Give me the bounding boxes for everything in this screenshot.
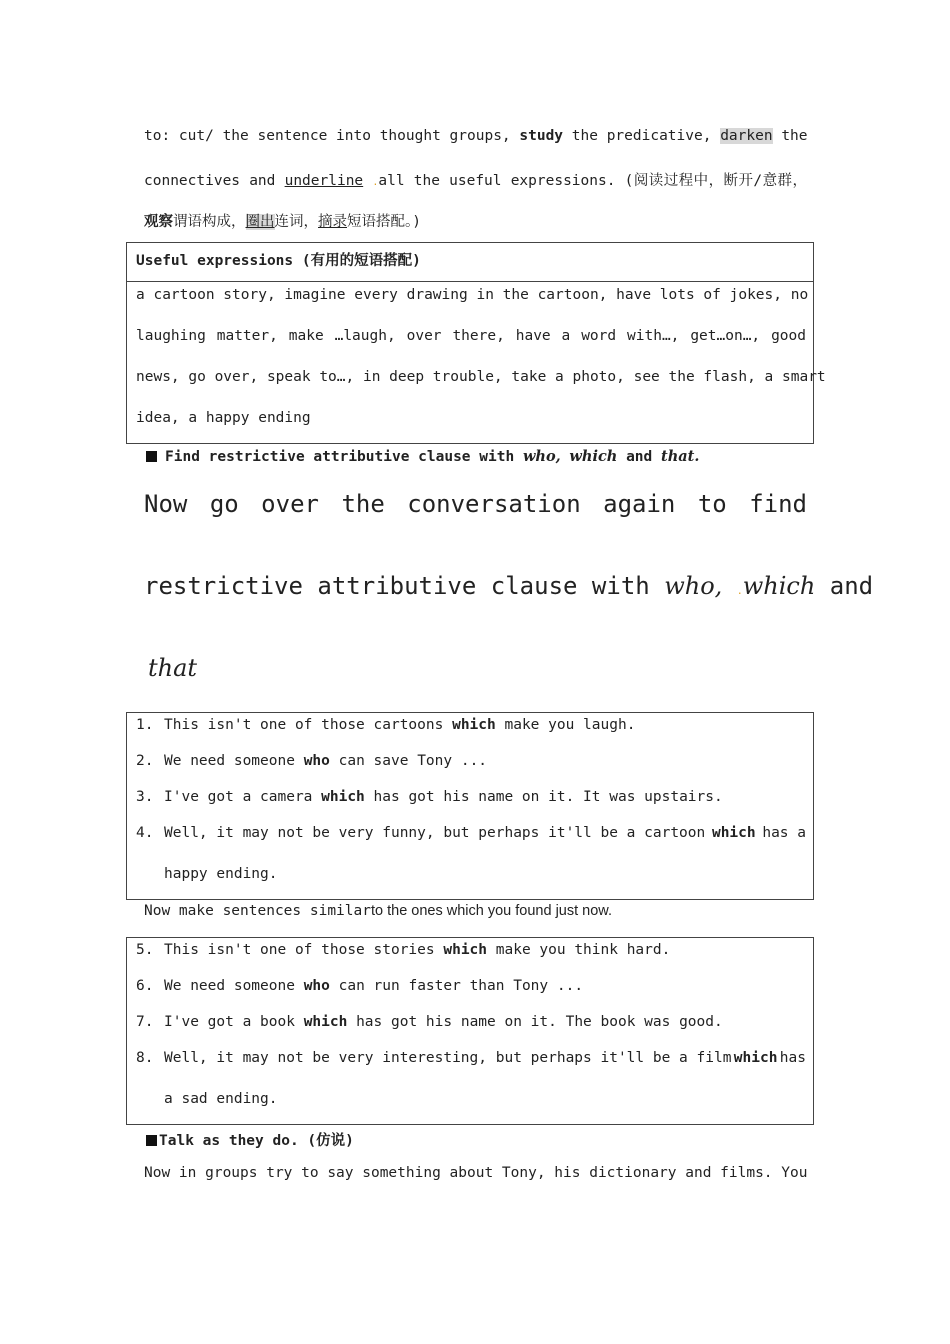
example-text: I've got a camera	[164, 789, 313, 805]
example-item	[136, 942, 806, 958]
example-item	[136, 1050, 806, 1066]
dot-mark: .	[372, 177, 379, 188]
relative-pronoun: which	[711, 825, 756, 841]
example-continuation: happy ending.	[164, 866, 278, 882]
example-number: 8.	[136, 1050, 154, 1066]
square-bullet-icon	[146, 1135, 157, 1146]
instruction-line-2	[144, 572, 874, 600]
underline-keyword: underline	[284, 173, 364, 189]
example-text: can run faster than Tony ...	[338, 978, 584, 994]
example-text: This isn't one of those stories	[164, 942, 435, 958]
relative-pronoun: which	[303, 1014, 348, 1030]
talk-line	[144, 1165, 807, 1181]
example-item	[136, 978, 806, 994]
useful-expressions-line: news, go over, speak to…, in deep trouble, take a photo, see the flash, a smart	[136, 369, 826, 385]
who-keyword: who,	[664, 572, 723, 600]
examples-box-2	[126, 937, 814, 1125]
intro-text: 短语搭配。)	[347, 214, 421, 230]
make-similar-text: Now make sentences similar	[144, 903, 371, 919]
intro-chinese-text: (阅读过程中，断开/意群，	[624, 173, 808, 189]
copy-keyword: 摘录	[318, 214, 347, 230]
who-keyword: who,	[522, 448, 561, 465]
which-keyword: which	[742, 572, 816, 600]
example-item	[136, 753, 806, 769]
relative-pronoun: who	[303, 753, 330, 769]
darken-keyword: darken	[720, 128, 773, 144]
relative-pronoun: who	[303, 978, 330, 994]
talk-heading-text: Talk as they do. (仿说)	[159, 1133, 354, 1149]
intro-text: 连词，	[274, 214, 318, 230]
that-keyword: that.	[661, 448, 700, 465]
example-item	[136, 717, 806, 733]
examples-box-1	[126, 712, 814, 900]
intro-text: connectives and	[144, 173, 276, 189]
example-text: make you think hard.	[495, 942, 671, 958]
useful-expressions-header	[127, 243, 813, 282]
example-item	[136, 1014, 806, 1030]
example-item	[136, 789, 806, 805]
make-similar-text: to the ones which you found just now.	[370, 903, 613, 919]
useful-expressions-line: laughing matter, make …laugh, over there, have a word with…, get…on…, good	[136, 328, 806, 344]
example-text: has got his name on it. It was upstairs.	[373, 789, 723, 805]
useful-expressions-title: Useful expressions (有用的短语搭配)	[136, 253, 421, 269]
intro-line-1	[144, 128, 807, 144]
example-text: has	[779, 1050, 806, 1066]
relative-pronoun: which	[733, 1050, 778, 1066]
example-text: Well, it may not be very funny, but perhaps it'll be a cartoon	[164, 825, 706, 841]
example-number: 2.	[136, 753, 154, 769]
useful-expressions-box	[126, 242, 826, 444]
example-number: 5.	[136, 942, 154, 958]
make-similar-line	[144, 903, 807, 919]
example-number: 7.	[136, 1014, 154, 1030]
intro-text: to: cut/ the sentence into thought groups,	[144, 128, 511, 144]
example-number: 3.	[136, 789, 154, 805]
example-text: We need someone	[164, 978, 295, 994]
intro-line-3	[144, 210, 807, 231]
example-justified	[164, 825, 806, 841]
example-continuation: a sad ending.	[164, 1091, 278, 1107]
dot-mark: .	[736, 586, 743, 597]
instruction-text: restrictive attributive clause with	[144, 572, 650, 600]
and-text: and	[626, 449, 653, 465]
example-justified	[164, 1050, 806, 1066]
talk-text: Now in groups try to say something about Tony, his dictionary and films. You	[144, 1165, 808, 1181]
example-text: We need someone	[164, 753, 295, 769]
find-heading	[146, 448, 809, 465]
useful-expressions-line: a cartoon story, imagine every drawing in the cartoon, have lots of jokes, no	[136, 287, 809, 303]
example-number: 1.	[136, 717, 154, 733]
example-text: make you laugh.	[504, 717, 636, 733]
example-text: This isn't one of those cartoons	[164, 717, 444, 733]
square-bullet-icon	[146, 451, 157, 462]
example-item	[136, 825, 806, 841]
intro-text: the predicative,	[571, 128, 712, 144]
that-keyword: that	[148, 654, 198, 682]
example-number: 6.	[136, 978, 154, 994]
intro-text: 谓语构成，	[173, 214, 246, 230]
intro-text: the	[781, 128, 808, 144]
instruction-text: Now go over the conversation again to find	[144, 490, 807, 518]
relative-pronoun: which	[321, 789, 365, 805]
talk-heading	[146, 1129, 809, 1150]
example-text: can save Tony ...	[338, 753, 488, 769]
example-text: has got his name on it. The book was good.	[356, 1014, 723, 1030]
intro-line-2	[144, 169, 807, 190]
example-text: Well, it may not be very interesting, but perhaps it'll be a film	[164, 1050, 732, 1066]
instruction-line-1	[144, 490, 807, 518]
and-text: and	[829, 572, 874, 600]
observe-keyword: 观察	[144, 214, 173, 230]
example-text: I've got a book	[164, 1014, 295, 1030]
relative-pronoun: which	[452, 717, 496, 733]
which-keyword: which	[569, 448, 618, 465]
study-keyword: study	[519, 128, 564, 144]
intro-text: all the useful expressions.	[378, 173, 616, 189]
circle-keyword: 圈出	[245, 214, 275, 230]
useful-expressions-line: idea, a happy ending	[136, 410, 311, 426]
example-number: 4.	[136, 825, 154, 841]
find-heading-text: Find restrictive attributive clause with	[165, 449, 515, 465]
relative-pronoun: which	[443, 942, 488, 958]
example-text: has a	[762, 825, 806, 841]
